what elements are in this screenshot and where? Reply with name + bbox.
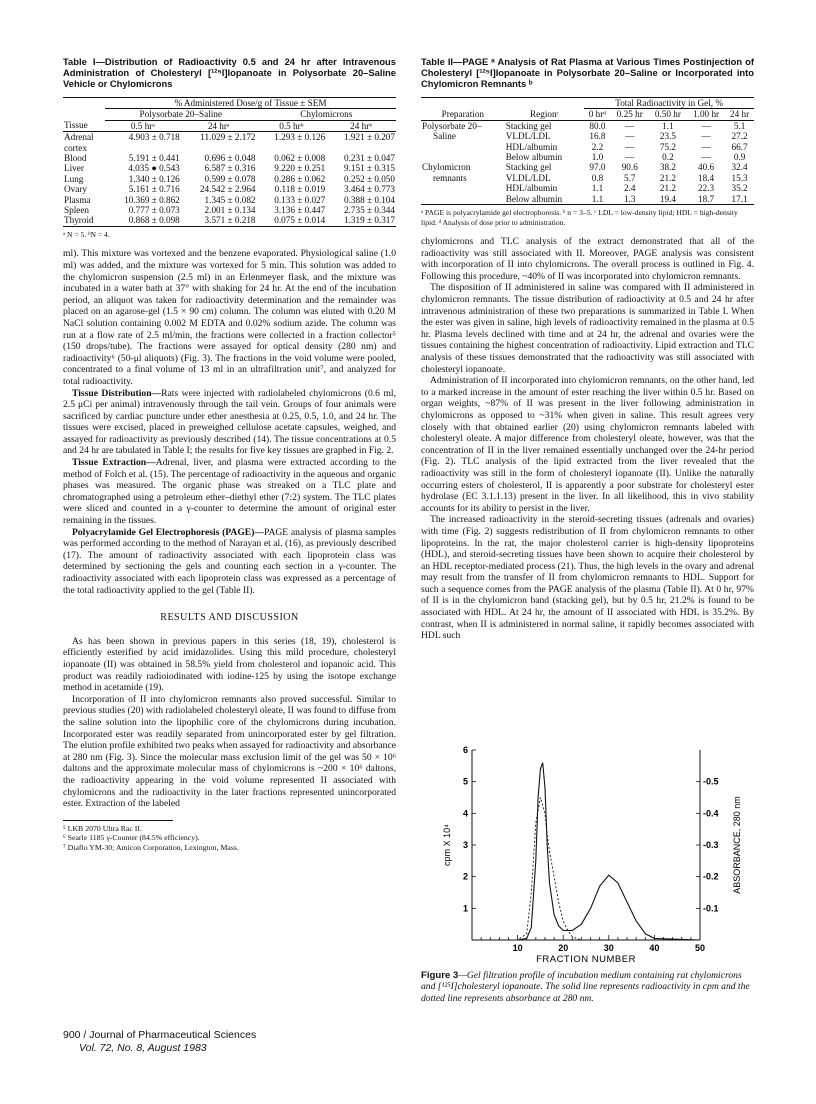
- table2-cell: 27.2: [731, 131, 748, 142]
- table2-cell: 15.3: [731, 172, 748, 183]
- y2-axis-label: ABSORBANCE, 280 nm: [732, 796, 742, 894]
- table2-cell: —: [625, 141, 635, 152]
- table1-row: [63, 174, 396, 184]
- table1-tissue: Liver: [64, 163, 84, 174]
- table1-cell: 1.345 ± 0.082: [204, 194, 256, 205]
- journal-footer: [63, 1029, 256, 1055]
- table1-row: [63, 184, 396, 194]
- table1-cell: 0.133 ± 0.027: [274, 194, 326, 205]
- table2-cell: 2.4: [624, 183, 636, 194]
- table1-row: [63, 163, 396, 173]
- table1-cell: 1.319 ± 0.317: [344, 215, 395, 226]
- table2: [421, 97, 754, 205]
- table2-prep: [421, 194, 505, 205]
- y-axis-label: cpm X 10⁴: [442, 824, 452, 866]
- table2-cell: 2.2: [591, 141, 604, 152]
- table2-cell: 18.7: [698, 193, 715, 204]
- table2-cell: 19.4: [659, 193, 676, 204]
- table2-col-header: 0 hrᵈ: [588, 109, 607, 120]
- table1-cell: 3.136 ± 0.447: [274, 205, 326, 216]
- table1-cell: 0.231 ± 0.047: [344, 153, 395, 164]
- table1-tissue: Thyroid: [64, 215, 94, 226]
- table2-col-header: 0.50 hr: [654, 109, 681, 120]
- table1-row: [63, 215, 396, 226]
- table2-region: Stacking gel: [505, 120, 552, 131]
- table2-body: [421, 120, 754, 204]
- journal-volume: Vol. 72, No. 8, August 1983: [79, 1042, 207, 1054]
- table1-body: [63, 132, 396, 227]
- footnotes: [63, 824, 396, 852]
- table2-cell: 23.5: [659, 131, 676, 142]
- table1-cell: 0.075 ± 0.014: [274, 215, 326, 226]
- table2-header-main: Total Radioactivity in Gel, %: [584, 98, 754, 109]
- table2-col-header: 0.25 hr: [616, 109, 643, 120]
- table1-tissue: Adrenal cortex: [64, 132, 94, 153]
- table2-cell: 90.6: [621, 162, 638, 173]
- table2-prep: Chylomicron: [422, 162, 471, 173]
- table2-cell: 40.6: [698, 162, 715, 173]
- table1-cell: 0.868 ± 0.098: [128, 215, 180, 226]
- table2-region: VLDL/LDL: [505, 172, 551, 183]
- table1-cell: 2.001 ± 0.134: [204, 205, 256, 216]
- table2-cell: 16.8: [589, 131, 606, 142]
- table2-region: Stacking gel: [505, 162, 552, 173]
- table2-cell: —: [625, 152, 635, 163]
- table1-cell: 1.921 ± 0.207: [344, 132, 395, 143]
- paragraph-text: Rats were injected with radiolabeled chylomicrons (0.6 ml, 2.5 μCi per animal) intravenously through the tail vein. Groups of four animals were sacrificed by cardiac puncture under ether anesthesia at 0.25, 0.5, 1.0, and 24 hr. The tissues were excised, placed in preweighed cellulose acetate capsules, weighed, and assayed for radioactivity as previously described (14). The tissue concentrations at 0.5 and 24 hr are tabulated in Table I; the results for five key tissues are graphed in Fig. 2.: [63, 387, 396, 457]
- figure3-caption: [421, 970, 757, 1004]
- table2-cell: 38.2: [659, 162, 676, 173]
- table2-region: Below albumin: [505, 193, 563, 204]
- absorbance-line: [472, 798, 700, 941]
- x-tick-label: 30: [603, 943, 614, 953]
- paragraph-text: PAGE analysis of plasma samples was performed according to the method of Narayan et al. (16), as previously described (17). The amount of radioactivity associated with each lipoprotein class was determined by sectioning the gels and counting each section in a γ-counter. The radioactivity associated with each lipoprotein class was expressed as a percentage of the total radioactivity applied to the gel (Table II).: [63, 526, 397, 596]
- table2-prep: [421, 152, 505, 162]
- table2-cell: 35.2: [731, 183, 748, 194]
- radioactivity-line: [472, 763, 700, 940]
- table1-cell: 0.388 ± 0.104: [344, 194, 395, 205]
- table2-cell: 5.7: [624, 172, 636, 183]
- discussion-text: [421, 236, 754, 642]
- table1-cell: 1.340 ± 0.126: [128, 173, 180, 184]
- methods-text: [63, 248, 396, 596]
- discussion-paragraph: chylomicrons and TLC analysis of the extract demonstrated that all of the radioactivity was still associated with II. Moreover, PAGE analysis was consistent with incorporation of II into chylomicrons. The overall process is outlined in Fig. 4. Following this procedure, ~40% of II was incorporated into chylomicron remnants.: [421, 236, 754, 282]
- table2-region: Below albumin: [505, 152, 563, 163]
- right-column: [421, 56, 754, 642]
- table2-row: [421, 173, 754, 183]
- table2-cell: 1.1: [591, 183, 604, 194]
- figure3-caption-text: —Gel filtration profile of incubation medium containing rat chylomicrons and [¹²⁵I]cholesteryl iopanoate. The solid line represents radioactivity in cpm and the dotted line represents absorbance at 280 nm.: [421, 970, 750, 1004]
- methods-paragraph: [63, 457, 396, 527]
- methods-paragraph: [63, 248, 396, 387]
- table1-tissue: Lung: [64, 173, 84, 184]
- paragraph-text: ml). This mixture was vortexed and the benzene evaporated. Physiological saline (1.0 ml) was added, and the mixture was vortexed for 5 min. This solution was added to the chylomicron suspension (2.5 ml) in an Erlenmeyer flask, and the mixture was incubated in a water bath at 37° with shaking for 24 hr. At the end of the incubation period, an aliquot was taken for radioactivity determination and the remainder was placed on an agarose-gel (1.5 × 90 cm) column. The column was eluted with 0.20 M NaCl solution containing 0.002 M EDTA and 0.02% sodium azide. The column was run at a flow rate of 2.5 ml/min, the fractions were collected in a fraction collector⁵ (150 drops/tube). The fractions were assayed for optical density (280 nm) and radioactivity⁶ (50-μl aliquots) (Fig. 3). The fractions in the void volume were pooled, concentrated to a final volume of 13 ml in an ultrafiltration unit⁷, and analyzed for total radioactivity.: [63, 248, 396, 387]
- discussion-paragraph: Administration of II incorporated into chylomicron remnants, on the other hand, led to a marked increase in the amount of ester reaching the liver within 0.5 hr. Based on organ weights, ~87% of II was present in the liver following administration in chylomicrons as opposed to ~31% when given in saline. This result agrees very closely with that obtained earlier (20) using chylomicron remnants labeled with cholesteryl oleate. A major difference from cholesteryl oleate, however, was that the concentration of II in the liver remained essentially unchanged over the 24-hr period (Fig. 2). TLC analysis of the lipid extracted from the liver revealed that the radioactivity was still in the form of cholesteryl iopanoate (II). Unlike the naturally occurring esters of cholesterol, II is apparently a poor substrate for cholesteryl ester hydrolase (EC 3.1.1.13) present in the liver. In all likelihood, this in vivo stability accounts for its ability to persist in the liver.: [421, 375, 754, 514]
- table1-tissue: Ovary: [64, 184, 87, 195]
- table1-col-header: 0.5 hrᵃ: [130, 120, 155, 131]
- y-tick-label: 3: [462, 840, 468, 850]
- table1-cell: 0.696 ± 0.048: [204, 153, 256, 164]
- table2-cell: 97.0: [589, 162, 606, 173]
- figure3: [430, 744, 760, 969]
- table1-group-saline: Polysorbate 20–Saline: [105, 109, 257, 120]
- table2-cell: 22.3: [698, 183, 715, 194]
- y2-tick-label: -0.4: [703, 808, 719, 819]
- table2-cell: 0.8: [591, 172, 604, 183]
- table2-col-header: 1.00 hr: [693, 109, 720, 120]
- methods-paragraph: [63, 527, 396, 597]
- table1-cell: 6.587 ± 0.316: [204, 163, 256, 174]
- table1-footnote: ᵃ N = 5. ᵇN = 4.: [63, 229, 110, 239]
- results-paragraph: Incorporation of II into chylomicron remnants also proved successful. Similar to previous studies (20) with radiolabeled cholesteryl oleate, II was found to diffuse from the saline solution into the lipophilic core of the chylomicrons during incubation. Incorporated ester was readily separated from unincorporated ester by gel filtration. The elution profile exhibited two peaks when assayed for radioactivity and absorbance at 280 nm (Fig. 3). Since the molecular mass exclusion limit of the gel was 50 × 10⁶ daltons and the approximate molecular mass of chylomicrons is ~200 × 10⁶ daltons, the radioactivity appearing in the void volume represented II associated with chylomicrons and the radioactivity in the later fractions represented unincorporated ester. Extraction of the labeled: [63, 693, 396, 810]
- table2-cell: —: [701, 152, 711, 163]
- table2-caption: Table II—PAGE ᵃ Analysis of Rat Plasma at Various Times Postinjection of Cholesteryl [¹²⁵I]Iopanoate in Polysorbate 20–Saline or Incorporated into Chylomicron Remnants ᵇ: [421, 56, 754, 89]
- figure3-chart: [430, 744, 760, 969]
- y-tick-label: 2: [462, 871, 468, 882]
- y2-tick-label: -0.3: [703, 840, 719, 850]
- table1-col-header: 24 hrᵇ: [350, 120, 373, 131]
- table1-cell: 9.151 ± 0.315: [344, 163, 395, 174]
- table1-cell: 0.777 ± 0.073: [128, 205, 180, 216]
- table2-cell: 21.2: [659, 172, 676, 183]
- methods-paragraph: [63, 388, 396, 458]
- table2-prep: [421, 183, 505, 193]
- table1-cell: 3.571 ± 0.218: [204, 215, 256, 226]
- table1-tissue: Spleen: [64, 205, 90, 216]
- table1-row: [63, 132, 396, 153]
- table1-cell: 1.293 ± 0.126: [274, 132, 326, 143]
- table2-cell: 32.4: [731, 162, 748, 173]
- table1-caption: Table I—Distribution of Radioactivity 0.5 and 24 hr after Intravenous Administration of Cholesteryl [¹²⁵I]Iopanoate in Polysorbate 20–Saline Vehicle or Chylomicrons: [63, 56, 396, 89]
- table2-row: [421, 194, 754, 205]
- table1-cell: 0.118 ± 0.019: [274, 184, 326, 195]
- run-in-heading: Polyacrylamide Gel Electrophoresis (PAGE)—: [72, 526, 264, 538]
- table2-cell: 0.2: [662, 152, 674, 163]
- footnote: ⁷ Diaflo YM-30; Amicon Corporation, Lexington, Mass.: [63, 842, 239, 852]
- table1-header-main: % Administered Dose/g of Tissue ± SEM: [105, 98, 396, 109]
- table2-region: HDL/albumin: [505, 183, 558, 194]
- table1-col-header: 0.5 hrᵇ: [279, 120, 304, 131]
- table1-cell: 0.062 ± 0.008: [274, 153, 326, 164]
- table2-cell: 75.2: [659, 141, 676, 152]
- paragraph-text: Adrenal, liver, and plasma were extracted according to the method of Folch et al. (15). The percentage of radioactivity in the aqueous and organic phases was measured. The organic phase was streaked on a TLC plate and chromatographed using a petroleum ether–diethyl ether (7:2) system. The TLC plates were sliced and counted in a γ-counter to determine the amount of original ester remaining in the tissues.: [63, 457, 397, 527]
- left-column: [63, 56, 396, 852]
- table1-row: [63, 195, 396, 205]
- x-axis-label: FRACTION NUMBER: [536, 954, 636, 965]
- table1-cell: 10.369 ± 0.862: [124, 194, 180, 205]
- table1-col-header: 24 hrᵃ: [207, 120, 230, 131]
- journal-line: 900 / Journal of Pharmaceutical Sciences: [63, 1029, 257, 1041]
- results-text: [63, 636, 396, 810]
- table1-cell: 2.735 ± 0.344: [344, 205, 395, 216]
- table1-cell: 5.161 ± 0.716: [128, 184, 180, 195]
- y2-tick-label: -0.1: [703, 903, 719, 914]
- table2-col-region: Regionᶜ: [530, 108, 559, 119]
- y-tick-label: 5: [462, 776, 468, 787]
- table1: [63, 97, 396, 227]
- figure3-label: Figure 3: [421, 970, 459, 981]
- discussion-paragraph: The disposition of II administered in saline was compared with II administered in chylomicron remnants. The tissue distribution of radioactivity at 0.5 and 24 hr after intravenous administration of these two preparations is summarized in Table I. When the ester was given in saline, high levels of radioactivity remained in the plasma at 0.5 hr. Plasma levels declined with time and at 24 hr, the adrenal and ovaries were the tissues containing the highest concentration of radioactivity. Lipid extraction and TLC analysis of these tissues demonstrated that the radioactivity was still associated with cholesteryl iopanoate.: [421, 282, 754, 375]
- table1-cell: 5.191 ± 0.441: [128, 153, 180, 164]
- table1-cell: 4.035 ● 0.543: [128, 163, 180, 174]
- y-tick-label: 1: [462, 903, 468, 914]
- x-tick-label: 10: [512, 943, 523, 953]
- table2-cell: 5.1: [733, 120, 746, 131]
- run-in-heading: Tissue Extraction—: [72, 457, 156, 469]
- table2-col-header: 24 hr: [730, 109, 750, 120]
- table2-row: [421, 162, 754, 172]
- table2-prep: [421, 142, 505, 152]
- y-tick-label: 6: [462, 745, 468, 755]
- table2-cell: 1.0: [591, 152, 604, 163]
- y2-tick-label: -0.2: [703, 871, 719, 882]
- table1-col-tissue: Tissue: [64, 120, 88, 131]
- table2-cell: —: [701, 141, 711, 152]
- footnote-rule: [63, 820, 173, 821]
- table2-footnote: ᵃ PAGE is polyacrylamide gel electrophoresis. ᵇ n = 3–5. ᶜ LDL = low-density lipid; HDL = high-density lipid. ᵈ Analysis of dose prior to administration.: [421, 208, 738, 227]
- table2-cell: 66.7: [731, 141, 748, 152]
- x-tick-label: 40: [649, 943, 660, 953]
- table1-cell: 24.542 ± 2.964: [199, 184, 256, 195]
- table2-cell: 1.3: [624, 193, 636, 204]
- table2-cell: 0.9: [733, 152, 746, 163]
- table2-cell: 17.1: [731, 193, 748, 204]
- footnote: ⁵ LKB 2070 Ultra Rac II.: [63, 823, 142, 833]
- table1-row: [63, 153, 396, 163]
- x-tick-label: 20: [558, 943, 569, 953]
- table1-cell: 0.252 ± 0.050: [344, 173, 395, 184]
- table2-cell: 18.4: [698, 172, 715, 183]
- table1-tissue: Plasma: [64, 194, 91, 205]
- table2-region: HDL/albumin: [505, 141, 558, 152]
- table2-cell: 1.1: [591, 193, 604, 204]
- table2-row: [421, 183, 754, 193]
- table2-cell: —: [625, 131, 635, 142]
- table2-cell: 21.2: [659, 183, 676, 194]
- y-tick-label: 4: [462, 808, 468, 819]
- table2-row: [421, 152, 754, 162]
- run-in-heading: Tissue Distribution—: [72, 387, 162, 399]
- y2-tick-label: -0.5: [703, 776, 719, 787]
- table2-cell: —: [625, 120, 635, 131]
- table1-row: [63, 205, 396, 215]
- table2-prep: remnants: [433, 172, 467, 183]
- table2-prep: Polysorbate 20–: [422, 120, 482, 131]
- table2-region: VLDL/LDL: [505, 131, 551, 142]
- discussion-paragraph: The increased radioactivity in the steroid-secreting tissues (adrenals and ovaries) with time (Fig. 2) suggests redistribution of II from chylomicron remnants to other lipoproteins. In the rat, the major cholesterol carrier is high-density lipoproteins (HDL), and steroid-secreting tissues have been shown to acquire their cholesterol by an HDL receptor-mediated process (21). Thus, the high levels in the ovary and adrenal may result from the transfer of II from chylomicron remnants to HDL. Support for such a sequence comes from the PAGE analysis of the plasma (Table II). At 0 hr, 97% of II is in the chylomicron band (stacking gel), but by 0.5 hr, 21.2% is found to be associated with HDL. At 24 hr, the amount of II associated with HDL is 35.2%. By contrast, when II is administered in normal saline, it rapidly becomes associated with HDL such: [421, 514, 754, 642]
- results-paragraph: As has been shown in previous papers in this series (18, 19), cholesterol is efficiently esterified by acid imidazolides. Using this mild procedure, cholesteryl iopanoate (II) was obtained in 58.5% yield from cholesterol and iopanoic acid. This product was readily radioiodinated with iodine-125 by using the isotope exchange method in acetamide (19).: [63, 635, 396, 694]
- table1-cell: 0.599 ± 0.078: [204, 173, 256, 184]
- table2-col-prep: Preparation: [441, 108, 485, 119]
- table1-cell: 0.286 ± 0.062: [274, 173, 326, 184]
- table1-cell: 11.029 ± 2.172: [200, 132, 256, 143]
- table2-cell: 1.1: [662, 120, 674, 131]
- table2-row: [421, 120, 754, 131]
- table1-cell: 3.464 ± 0.773: [344, 184, 395, 195]
- table2-cell: —: [701, 131, 711, 142]
- table2-row: [421, 142, 754, 152]
- table1-cell: 4.903 ± 0.718: [128, 132, 180, 143]
- results-heading: RESULTS AND DISCUSSION: [160, 612, 299, 624]
- table2-prep: Saline: [433, 131, 456, 142]
- footnote: ⁶ Searle 1185 γ-Counter (84.5% efficiency).: [63, 833, 200, 843]
- table2-cell: 80.0: [589, 120, 606, 131]
- table1-group-chylomicrons: Chylomicrons: [257, 109, 396, 120]
- x-tick-label: 50: [694, 943, 706, 953]
- table1-cell: 9.220 ± 0.251: [274, 163, 326, 174]
- table2-cell: —: [701, 120, 711, 131]
- table2-row: [421, 131, 754, 141]
- table1-tissue: Blood: [64, 153, 87, 164]
